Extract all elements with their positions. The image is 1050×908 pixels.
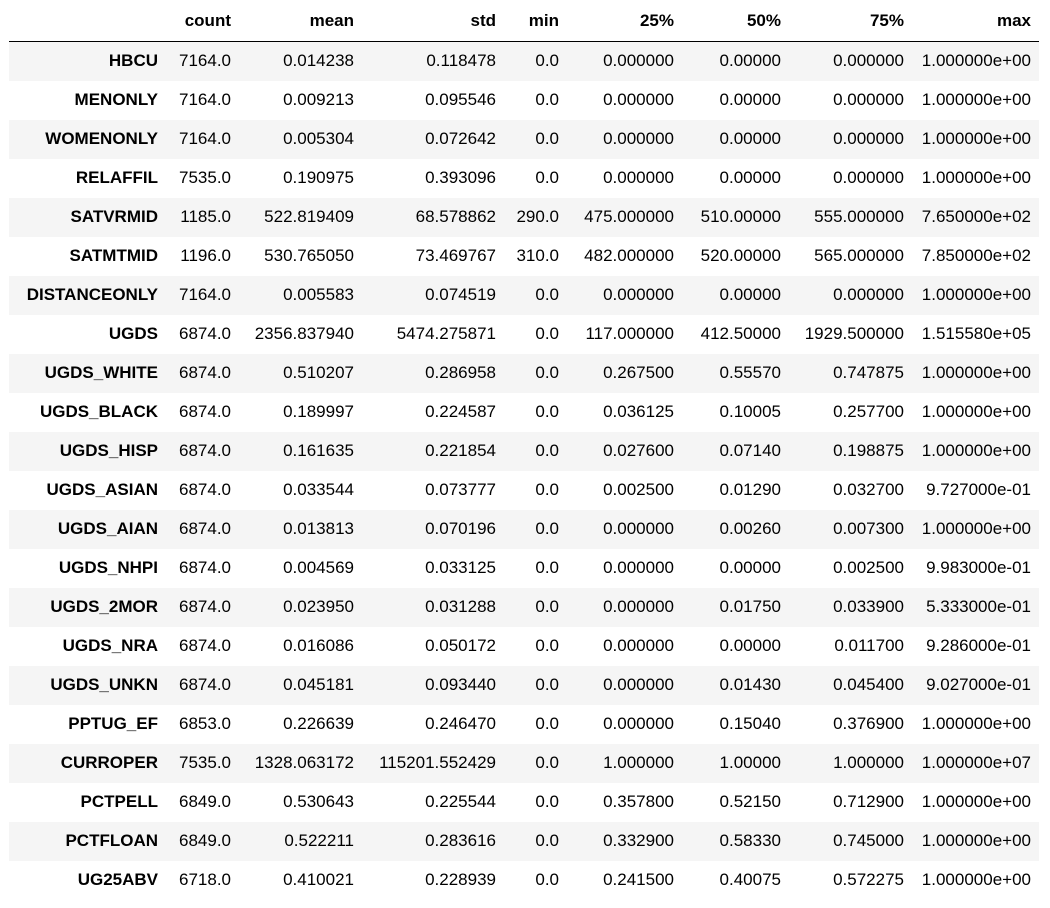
cell-count: 7535.0	[179, 168, 231, 187]
cell-min: 0.0	[535, 831, 559, 850]
dataframe-output	[9, 0, 1039, 900]
cell-max: 1.000000e+00	[921, 168, 1031, 187]
cell-count: 7535.0	[179, 753, 231, 772]
cell-p25: 0.000000	[603, 51, 674, 71]
cell-count: 6874.0	[179, 558, 231, 577]
cell-count: 7164.0	[179, 90, 231, 109]
cell-mean: 0.522211	[284, 831, 354, 850]
table-row	[9, 354, 1039, 393]
cell-max: 1.000000e+00	[921, 363, 1031, 382]
column-header-50: 50%	[682, 0, 789, 42]
cell-p50: 510.00000	[700, 207, 781, 226]
cell-p50: 0.58330	[719, 831, 781, 850]
cell-max: 1.000000e+00	[921, 792, 1031, 811]
table-row	[9, 588, 1039, 627]
cell-p25: 0.000000	[603, 558, 674, 577]
cell-count: 6874.0	[179, 363, 231, 382]
cell-p25: 0.036125	[603, 402, 674, 421]
cell-mean: 0.033544	[283, 480, 354, 499]
cell-min: 0.0	[535, 363, 559, 382]
row-label: CURROPER	[60, 753, 158, 772]
cell-p75: 1929.500000	[804, 324, 904, 343]
cell-p75: 565.000000	[814, 246, 904, 265]
cell-p75: 0.011700	[834, 636, 904, 655]
cell-max: 9.983000e-01	[926, 558, 1031, 577]
cell-p50: 0.55570	[719, 363, 781, 382]
cell-max: 1.000000e+07	[921, 753, 1031, 772]
cell-p50: 0.01290	[719, 480, 781, 499]
cell-mean: 0.005583	[283, 285, 354, 304]
cell-p25: 0.000000	[603, 129, 674, 148]
table-row	[9, 198, 1039, 237]
cell-min: 0.0	[535, 870, 559, 889]
cell-min: 290.0	[516, 207, 559, 226]
table-row	[9, 471, 1039, 510]
cell-p50: 520.00000	[700, 246, 781, 265]
table-row	[9, 861, 1039, 900]
cell-p25: 0.000000	[603, 285, 674, 304]
cell-count: 6874.0	[179, 480, 231, 499]
cell-p75: 0.000000	[833, 51, 904, 71]
table-row	[9, 276, 1039, 315]
row-label: UGDS_HISP	[59, 441, 158, 460]
cell-max: 1.000000e+00	[921, 441, 1031, 460]
row-label: UGDS_WHITE	[44, 363, 158, 382]
cell-p25: 0.241500	[603, 870, 674, 889]
cell-count: 6874.0	[179, 675, 231, 694]
cell-std: 0.393096	[425, 168, 496, 187]
table-row	[9, 510, 1039, 549]
cell-min: 0.0	[535, 402, 559, 421]
table-row	[9, 822, 1039, 861]
cell-std: 0.228939	[425, 870, 496, 889]
cell-mean: 0.226639	[283, 714, 354, 733]
cell-std: 0.070196	[425, 519, 496, 538]
cell-p50: 0.40075	[719, 870, 781, 889]
cell-p75: 0.032700	[833, 480, 904, 499]
table-row	[9, 237, 1039, 276]
cell-p50: 0.00000	[719, 90, 781, 109]
cell-p50: 0.00000	[719, 51, 781, 71]
cell-p50: 0.52150	[719, 792, 781, 811]
cell-p25: 0.000000	[603, 597, 674, 616]
cell-std: 73.469767	[415, 246, 496, 265]
cell-p50: 412.50000	[700, 324, 781, 343]
cell-mean: 0.009213	[283, 90, 354, 109]
column-header-min: min	[504, 0, 567, 42]
cell-p25: 117.000000	[585, 324, 674, 343]
table-row	[9, 120, 1039, 159]
cell-count: 6874.0	[179, 402, 231, 421]
cell-count: 6849.0	[179, 831, 231, 850]
cell-p50: 0.00000	[719, 558, 781, 577]
cell-p50: 0.10005	[719, 402, 781, 421]
cell-p25: 0.332900	[603, 831, 674, 850]
row-label: WOMENONLY	[45, 129, 158, 148]
cell-min: 0.0	[535, 519, 559, 538]
cell-p25: 482.000000	[584, 246, 674, 265]
cell-count: 6874.0	[179, 324, 231, 343]
cell-mean: 0.161635	[283, 441, 354, 460]
table-header	[9, 0, 1039, 42]
column-header-std: std	[362, 0, 504, 42]
cell-p50: 0.00000	[719, 285, 781, 304]
row-label: UG25ABV	[77, 870, 158, 889]
cell-max: 1.000000e+00	[921, 51, 1031, 71]
cell-count: 1196.0	[180, 246, 231, 265]
row-label: UGDS_NRA	[62, 636, 158, 655]
cell-std: 0.050172	[425, 636, 496, 655]
cell-mean: 522.819409	[264, 207, 354, 226]
table-body	[9, 42, 1039, 900]
cell-p75: 0.376900	[833, 714, 904, 733]
cell-std: 0.246470	[425, 714, 496, 733]
row-label: UGDS_ASIAN	[46, 480, 158, 499]
cell-min: 0.0	[535, 129, 559, 148]
row-label: SATVRMID	[70, 207, 158, 226]
header-row	[9, 0, 1039, 42]
cell-std: 0.224587	[425, 402, 496, 421]
cell-std: 0.031288	[425, 597, 496, 616]
cell-p25: 0.027600	[603, 441, 674, 460]
column-header-75: 75%	[789, 0, 912, 42]
cell-max: 1.000000e+00	[921, 714, 1031, 733]
cell-p25: 0.000000	[603, 90, 674, 109]
table-row	[9, 627, 1039, 666]
cell-p75: 0.257700	[833, 402, 904, 421]
cell-std: 0.118478	[426, 51, 496, 71]
describe-table	[9, 0, 1039, 900]
cell-max: 5.333000e-01	[926, 597, 1031, 616]
table-row	[9, 549, 1039, 588]
cell-min: 0.0	[535, 597, 559, 616]
cell-mean: 0.023950	[283, 597, 354, 616]
cell-mean: 0.190975	[283, 168, 354, 187]
cell-p50: 0.01750	[719, 597, 781, 616]
cell-std: 0.074519	[425, 285, 496, 304]
cell-p75: 0.045400	[833, 675, 904, 694]
cell-count: 6849.0	[179, 792, 231, 811]
cell-min: 0.0	[535, 441, 559, 460]
cell-p25: 0.000000	[603, 714, 674, 733]
cell-std: 0.225544	[425, 792, 496, 811]
cell-mean: 0.004569	[283, 558, 354, 577]
cell-p75: 0.572275	[833, 870, 904, 889]
cell-count: 6874.0	[179, 636, 231, 655]
row-label: MENONLY	[74, 90, 158, 109]
cell-max: 9.286000e-01	[926, 636, 1031, 655]
cell-std: 115201.552429	[379, 753, 496, 772]
cell-p75: 0.712900	[833, 792, 904, 811]
cell-p75: 0.033900	[833, 597, 904, 616]
cell-count: 6874.0	[179, 597, 231, 616]
cell-min: 0.0	[535, 285, 559, 304]
cell-mean: 0.005304	[283, 129, 354, 148]
cell-max: 1.000000e+00	[921, 90, 1031, 109]
cell-p50: 0.15040	[719, 714, 781, 733]
cell-std: 0.095546	[425, 90, 496, 109]
row-label: PPTUG_EF	[68, 714, 158, 733]
cell-min: 0.0	[535, 324, 559, 343]
row-label: UGDS	[108, 324, 158, 343]
row-label: PCTFLOAN	[65, 831, 158, 850]
cell-p25: 0.000000	[603, 519, 674, 538]
row-label: UGDS_BLACK	[39, 402, 158, 421]
cell-p75: 0.002500	[833, 558, 904, 577]
cell-count: 6718.0	[179, 870, 231, 889]
cell-mean: 0.410021	[283, 870, 354, 889]
cell-min: 0.0	[535, 51, 559, 71]
cell-p50: 0.00260	[719, 519, 781, 538]
cell-min: 0.0	[535, 636, 559, 655]
cell-p25: 0.267500	[603, 363, 674, 382]
cell-p75: 0.000000	[833, 129, 904, 148]
cell-p75: 0.000000	[833, 285, 904, 304]
table-row	[9, 393, 1039, 432]
cell-min: 0.0	[535, 675, 559, 694]
cell-p75: 0.007300	[833, 519, 904, 538]
cell-min: 0.0	[535, 714, 559, 733]
table-row	[9, 666, 1039, 705]
cell-max: 9.727000e-01	[926, 480, 1031, 499]
table-row	[9, 81, 1039, 120]
row-label: SATMTMID	[69, 246, 158, 265]
cell-mean: 0.016086	[283, 636, 354, 655]
cell-max: 1.000000e+00	[921, 402, 1031, 421]
cell-max: 1.000000e+00	[921, 285, 1031, 304]
cell-p25: 0.000000	[603, 636, 674, 655]
cell-min: 0.0	[535, 480, 559, 499]
cell-min: 0.0	[535, 792, 559, 811]
cell-p75: 0.745000	[833, 831, 904, 850]
column-header-max: max	[912, 0, 1039, 42]
cell-mean: 1328.063172	[254, 753, 354, 772]
cell-count: 6874.0	[179, 519, 231, 538]
row-label: UGDS_AIAN	[57, 519, 158, 538]
cell-p75: 0.000000	[833, 168, 904, 187]
row-label: PCTPELL	[80, 792, 158, 811]
table-row	[9, 705, 1039, 744]
cell-p75: 0.198875	[833, 441, 904, 460]
row-label: UGDS_UNKN	[50, 675, 158, 694]
cell-min: 310.0	[516, 246, 559, 265]
table-row	[9, 783, 1039, 822]
cell-p75: 0.000000	[833, 90, 904, 109]
cell-max: 1.000000e+00	[921, 519, 1031, 538]
cell-mean: 0.530643	[283, 792, 354, 811]
cell-p25: 0.000000	[603, 675, 674, 694]
cell-count: 1185.0	[180, 207, 231, 226]
row-label: HBCU	[108, 51, 158, 71]
column-header-count: count	[166, 0, 239, 42]
table-row	[9, 432, 1039, 471]
cell-min: 0.0	[535, 558, 559, 577]
cell-mean: 0.189997	[283, 402, 354, 421]
cell-count: 6874.0	[179, 441, 231, 460]
cell-max: 7.850000e+02	[921, 246, 1031, 265]
table-row	[9, 42, 1039, 81]
cell-mean: 0.014238	[283, 51, 354, 71]
cell-count: 7164.0	[179, 285, 231, 304]
cell-std: 0.033125	[425, 558, 496, 577]
cell-p25: 0.000000	[603, 168, 674, 187]
table-row	[9, 744, 1039, 783]
row-label: UGDS_2MOR	[50, 597, 158, 616]
cell-max: 1.515580e+05	[921, 324, 1031, 343]
cell-p25: 0.357800	[603, 792, 674, 811]
cell-std: 0.283616	[425, 831, 496, 850]
cell-p50: 0.00000	[719, 636, 781, 655]
cell-mean: 0.510207	[283, 363, 354, 382]
cell-std: 0.093440	[425, 675, 496, 694]
cell-max: 1.000000e+00	[921, 129, 1031, 148]
cell-p50: 0.07140	[719, 441, 781, 460]
cell-max: 1.000000e+00	[921, 831, 1031, 850]
cell-max: 1.000000e+00	[921, 870, 1031, 889]
column-header-mean: mean	[239, 0, 362, 42]
cell-std: 0.221854	[425, 441, 496, 460]
cell-p75: 555.000000	[814, 207, 904, 226]
cell-std: 5474.275871	[396, 324, 496, 343]
cell-mean: 0.013813	[283, 519, 354, 538]
row-label: DISTANCEONLY	[26, 285, 158, 304]
cell-mean: 2356.837940	[254, 324, 354, 343]
row-label: UGDS_NHPI	[58, 558, 158, 577]
cell-mean: 530.765050	[264, 246, 354, 265]
cell-p25: 475.000000	[584, 207, 674, 226]
cell-max: 9.027000e-01	[926, 675, 1031, 694]
column-header-index	[9, 0, 166, 42]
table-row	[9, 315, 1039, 354]
row-label: RELAFFIL	[75, 168, 158, 187]
cell-p50: 0.00000	[719, 129, 781, 148]
cell-min: 0.0	[535, 753, 559, 772]
cell-max: 7.650000e+02	[921, 207, 1031, 226]
cell-p50: 0.00000	[719, 168, 781, 187]
cell-p50: 0.01430	[719, 675, 781, 694]
table-row	[9, 159, 1039, 198]
cell-mean: 0.045181	[283, 675, 354, 694]
cell-count: 7164.0	[179, 51, 231, 71]
cell-p25: 1.000000	[603, 753, 674, 772]
cell-count: 6853.0	[179, 714, 231, 733]
cell-std: 0.072642	[425, 129, 496, 148]
cell-count: 7164.0	[179, 129, 231, 148]
cell-min: 0.0	[535, 168, 559, 187]
cell-min: 0.0	[535, 90, 559, 109]
cell-p75: 1.000000	[833, 753, 904, 772]
cell-std: 0.286958	[425, 363, 496, 382]
cell-p75: 0.747875	[833, 363, 904, 382]
cell-std: 0.073777	[425, 480, 496, 499]
cell-p50: 1.00000	[719, 753, 781, 772]
cell-std: 68.578862	[415, 207, 496, 226]
column-header-25: 25%	[567, 0, 682, 42]
cell-p25: 0.002500	[603, 480, 674, 499]
